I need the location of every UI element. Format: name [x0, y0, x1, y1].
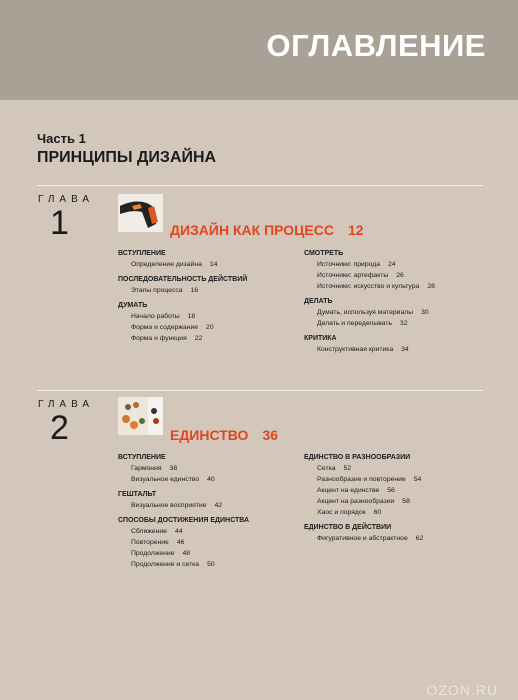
toc-entry[interactable]: Хаос и порядок 60 — [317, 509, 382, 516]
toc-column-right — [304, 248, 484, 355]
section-heading: СПОСОБЫ ДОСТИЖЕНИЯ ЕДИНСТВА — [118, 517, 250, 524]
chapter-number: 1 — [50, 204, 69, 242]
watermark: OZON.RU — [426, 682, 498, 698]
section-heading: ДУМАТЬ — [118, 302, 148, 309]
part-label: Часть 1 — [37, 131, 86, 146]
section-heading: ЕДИНСТВО В РАЗНООБРАЗИИ — [304, 454, 411, 461]
section-heading: ЕДИНСТВО В ДЕЙСТВИИ — [304, 524, 392, 531]
toc-entry[interactable]: Фигуративное и абстрактное 62 — [317, 535, 424, 542]
chapter-word: ГЛАВА — [38, 194, 95, 205]
section-heading: КРИТИКА — [304, 335, 337, 342]
page-title: ОГЛАВЛЕНИЕ — [266, 28, 486, 63]
toc-entry[interactable]: Акцент на разнообразии 58 — [317, 498, 410, 505]
header-band — [0, 0, 518, 100]
toc-entry[interactable]: Источники: искусство и культура 28 — [317, 283, 435, 290]
toc-entry[interactable]: Акцент на единстве 56 — [317, 487, 395, 494]
toc-column-left — [118, 452, 298, 570]
chapter-thumbnail — [118, 194, 163, 232]
toc-entry[interactable]: Форма и содержание 20 — [131, 324, 214, 331]
toc-entry[interactable]: Форма и функция 22 — [131, 335, 203, 342]
toc-entry[interactable]: Продолжение 48 — [131, 550, 191, 557]
chapter-number: 2 — [50, 409, 69, 447]
section-heading: ПОСЛЕДОВАТЕЛЬНОСТЬ ДЕЙСТВИЙ — [118, 276, 248, 283]
chapter-title: ЕДИНСТВО 36 — [170, 427, 279, 443]
divider-rule — [37, 185, 483, 186]
toc-entry[interactable]: Гармония 38 — [131, 465, 178, 472]
section-heading: ВСТУПЛЕНИЕ — [118, 250, 166, 257]
toc-entry[interactable]: Конструктивная критика 34 — [317, 346, 409, 353]
toc-entry[interactable]: Сближение 44 — [131, 528, 183, 535]
section-heading: ГЕШТАЛЬТ — [118, 491, 157, 498]
toc-entry[interactable]: Источники: природа 24 — [317, 261, 396, 268]
toc-column-right — [304, 452, 484, 544]
part-title: ПРИНЦИПЫ ДИЗАЙНА — [37, 149, 217, 166]
toc-entry[interactable]: Источники: артефакты 26 — [317, 272, 404, 279]
toc-entry[interactable]: Этапы процесса 16 — [131, 287, 199, 294]
toc-entry[interactable]: Визуальное единство 40 — [131, 476, 215, 483]
section-heading: СМОТРЕТЬ — [304, 250, 344, 257]
toc-entry[interactable]: Разнообразие и повторение 54 — [317, 476, 422, 483]
section-heading: ВСТУПЛЕНИЕ — [118, 454, 166, 461]
toc-entry[interactable]: Начало работы 18 — [131, 313, 196, 320]
toc-entry[interactable]: Визуальное восприятие 42 — [131, 502, 223, 509]
chapter-word: ГЛАВА — [38, 399, 95, 410]
toc-entry[interactable]: Думать, используя материалы 30 — [317, 309, 429, 316]
toc-entry[interactable]: Определение дизайна 14 — [131, 261, 218, 268]
toc-entry[interactable]: Делать и переделывать 32 — [317, 320, 408, 327]
toc-entry[interactable]: Повторение 46 — [131, 539, 185, 546]
toc-entry[interactable]: Сетка 52 — [317, 465, 352, 472]
chapter-title: ДИЗАЙН КАК ПРОЦЕСС 12 — [170, 222, 364, 238]
section-heading: ДЕЛАТЬ — [304, 298, 333, 305]
toc-entry[interactable]: Продолжение и сетка 50 — [131, 561, 215, 568]
divider-rule — [37, 390, 483, 391]
toc-column-left — [118, 248, 298, 344]
chapter-thumbnail — [118, 397, 163, 435]
